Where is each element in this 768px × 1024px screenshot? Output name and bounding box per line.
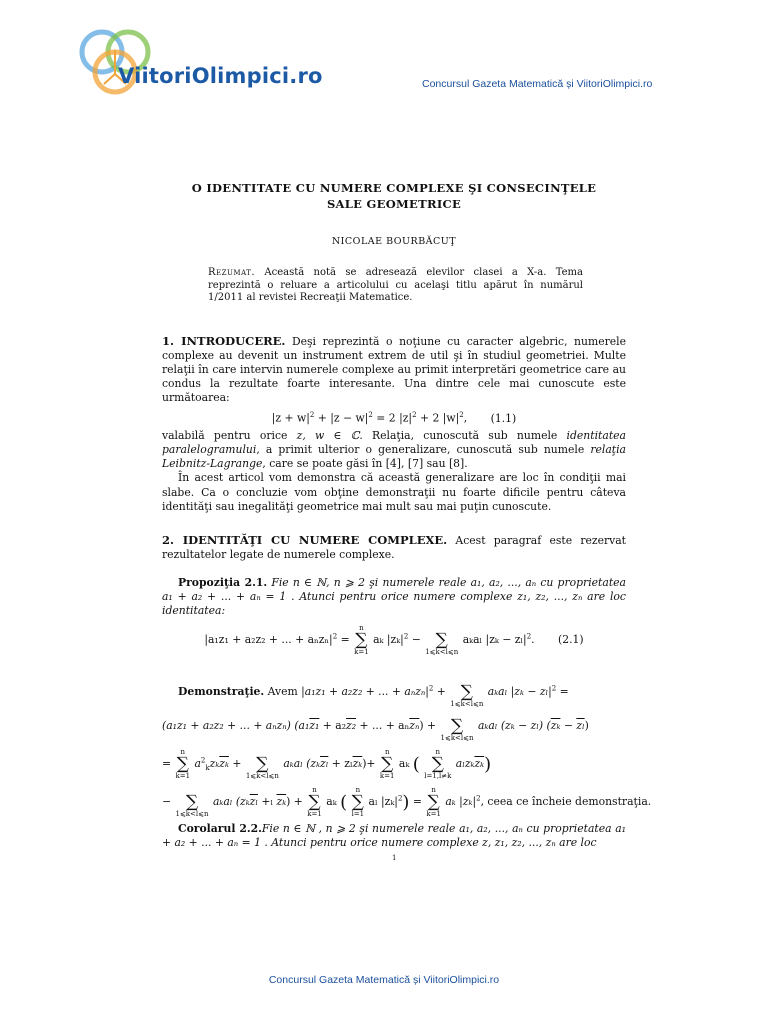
term-leibnitz-lagrange: relaţia Leibnitz-Lagrange <box>162 443 626 471</box>
abstract-text: Această notă se adresează elevilor clasei a X-a. Tema reprezintă o reluare a articolului cu acelaşi titlu apărut în numărul 1/2011 al revistei Recreaţii Matematice. <box>208 267 583 304</box>
demonstration-line-4: − ∑ 1⩽k<l⩽n aₖaₗ ($z_k\overline{z_l} +_l$ $\overline{z_k}$) + n ∑ k=1 aₖ ( n ∑ l=1 aₗ $|z_k|^2$) = n ∑ k=1 aₖ $|z_k|^2$, ceea ce încheie demonstraţia. <box>162 786 652 818</box>
section-1-paragraph-3: În acest articol vom demonstra că această generalizare are loc în condiţii mai slabe. Ca o concluzie vom obţine demonstraţii nu foarte dificile pentru câteva identităţi sau inegalităţi geometrice mai mult sau mai puţin cunoscute. <box>162 471 626 513</box>
section-1-paragraph-1: Deşi reprezintă o noţiune cu caracter algebric, numerele complexe au devenit un instrument extrem de util şi în studiul geometriei. Multe relaţii în care intervin numerele complexe au primit interpretări geometrice care au condus la rezultate foarte interesante. Una dintre cele mai cunoscute este următoarea: <box>162 335 626 405</box>
section-identities <box>162 533 626 562</box>
footer-contest-link[interactable]: Concursul Gazeta Matematică și ViitoriOlimpici.ro <box>268 974 500 986</box>
site-logo[interactable] <box>74 28 364 100</box>
page-number: 1 <box>392 854 397 862</box>
title-line-1: O IDENTITATE CU NUMERE COMPLEXE ŞI CONSECINŢELE <box>191 181 597 195</box>
demonstration-line-3: = n ∑ k=1 $a^2_kz_k\overline{z_k}$ + ∑ 1⩽k<l⩽n aₖaₗ $(z_k\overline{z_l} + z_l\overline{z_k})+$ n ∑ k=1 aₖ ( n ∑ l=1,l≠k $a_lz_k\overline{z_k}$) <box>162 748 492 780</box>
abstract-label: Rezumat. <box>208 267 256 278</box>
logo-text: ViitoriOlimpici.ro <box>118 64 323 88</box>
demonstration-label: Demonstraţie. <box>178 685 265 698</box>
section-2-text: Acest paragraf este rezervat rezultatelor legate de numerele complexe. <box>162 534 626 562</box>
section-introduction: 1. INTRODUCERE. Deşi reprezintă o noţiune cu caracter algebric, numerele complexe au devenit un instrument extrem de util şi în studiul geometriei. Multe relaţii în care intervin numerele complexe au primit interpretări geometrice care au condus la rezultate foarte interesante. Una dintre cele mai cunoscute este următoarea: $|z + w|^2 + |z - w|^2 = 2$ $|z|^2 + 2$ $|w|^2$, (1.1) valabilă pentru orice z, w ∈ ℂ. Relaţia, cunoscută sub numele identitatea paralelogramului, a primit ulterior o generalizare, cunoscută sub numele relaţia Leibnitz-Lagrange, care se poate găsi în [4], [7] sau [8]. În acest articol vom demonstra că această generalizare are loc în condiţii mai slabe. Ca o concluzie vom obţine demonstraţii nu foarte dificile pentru câteva identităţi sau inegalităţi geometrice mai mult sau mai puţin cunoscute. <box>162 334 626 513</box>
equation-2-1-number: (2.1) <box>558 633 584 647</box>
proposition-2-1: Propoziţia 2.1. Fie n ∈ ℕ, n ⩾ 2 şi numerele reale a₁, a₂, ..., aₙ cu proprietatea a₁ + a₂ + ... + aₙ = 1 . Atunci pentru orice numere complexe z₁, z₂, ..., zₙ are loc identitatea: |a₁z₁ + a₂z₂ + ... + $a_nz_n|^2$ = n ∑ k=1 aₖ $|z_k|^2$ − ∑ 1⩽k<l⩽n aₖaₗ $|z_k - z_l|^2$. (2.1) <box>162 576 626 657</box>
abstract <box>208 267 583 305</box>
demonstration-line-1: Demonstraţie. Avem |a₁z₁ + a₂z₂ + ... + $a_nz_n|^2$ + ∑ 1⩽k<l⩽n aₖaₗ $|z_k - z_l|^2$ = <box>178 682 569 708</box>
corollary-2-2: Corolarul 2.2.Fie n ∈ ℕ , n ⩾ 2 şi numerele reale a₁, a₂, ..., aₙ cu proprietatea a₁ + a₂ + ... + aₙ = 1 . Atunci pentru orice numere complexe z, z₁, z₂, ..., zₙ are loc <box>162 822 626 850</box>
corollary-label: Corolarul 2.2. <box>178 822 262 835</box>
equation-1-1-number: (1.1) <box>490 412 517 426</box>
author: NICOLAE BOURBĂCUŢ <box>331 236 457 247</box>
equation-1-1: $|z + w|^2 + |z - w|^2 = 2$ $|z|^2 + 2$ $|w|^2$, (1.1) <box>271 411 517 426</box>
equation-2-1: |a₁z₁ + a₂z₂ + ... + $a_nz_n|^2$ = n ∑ k=1 aₖ $|z_k|^2$ − ∑ 1⩽k<l⩽n aₖaₗ $|z_k - z_l|^2$. (2.1) <box>204 624 584 657</box>
header-contest-link[interactable]: Concursul Gazeta Matematică și ViitoriOlimpici.ro <box>422 78 653 90</box>
title-line-2: SALE GEOMETRICE <box>326 197 462 211</box>
section-2-heading: 2. IDENTITĂŢI CU NUMERE COMPLEXE. <box>162 533 448 547</box>
term-parallelogram-identity: identitatea paralelogramului <box>162 429 626 457</box>
section-1-heading: 1. INTRODUCERE. <box>162 334 286 348</box>
demonstration-line-2: (a₁z₁ + a₂z₂ + ... + aₙzₙ) (a₁z₁ + a₂z₂ + ... + $a_n\overline{z_n}$) + ∑ 1⩽k<l⩽n aₖaₗ (zₖ − zₗ) $(\overline{z_k} - \overline{z_l})$ <box>162 716 589 742</box>
paper-title <box>162 180 626 212</box>
demonstration <box>162 676 652 818</box>
proposition-label: Propoziţia 2.1. <box>178 576 268 589</box>
